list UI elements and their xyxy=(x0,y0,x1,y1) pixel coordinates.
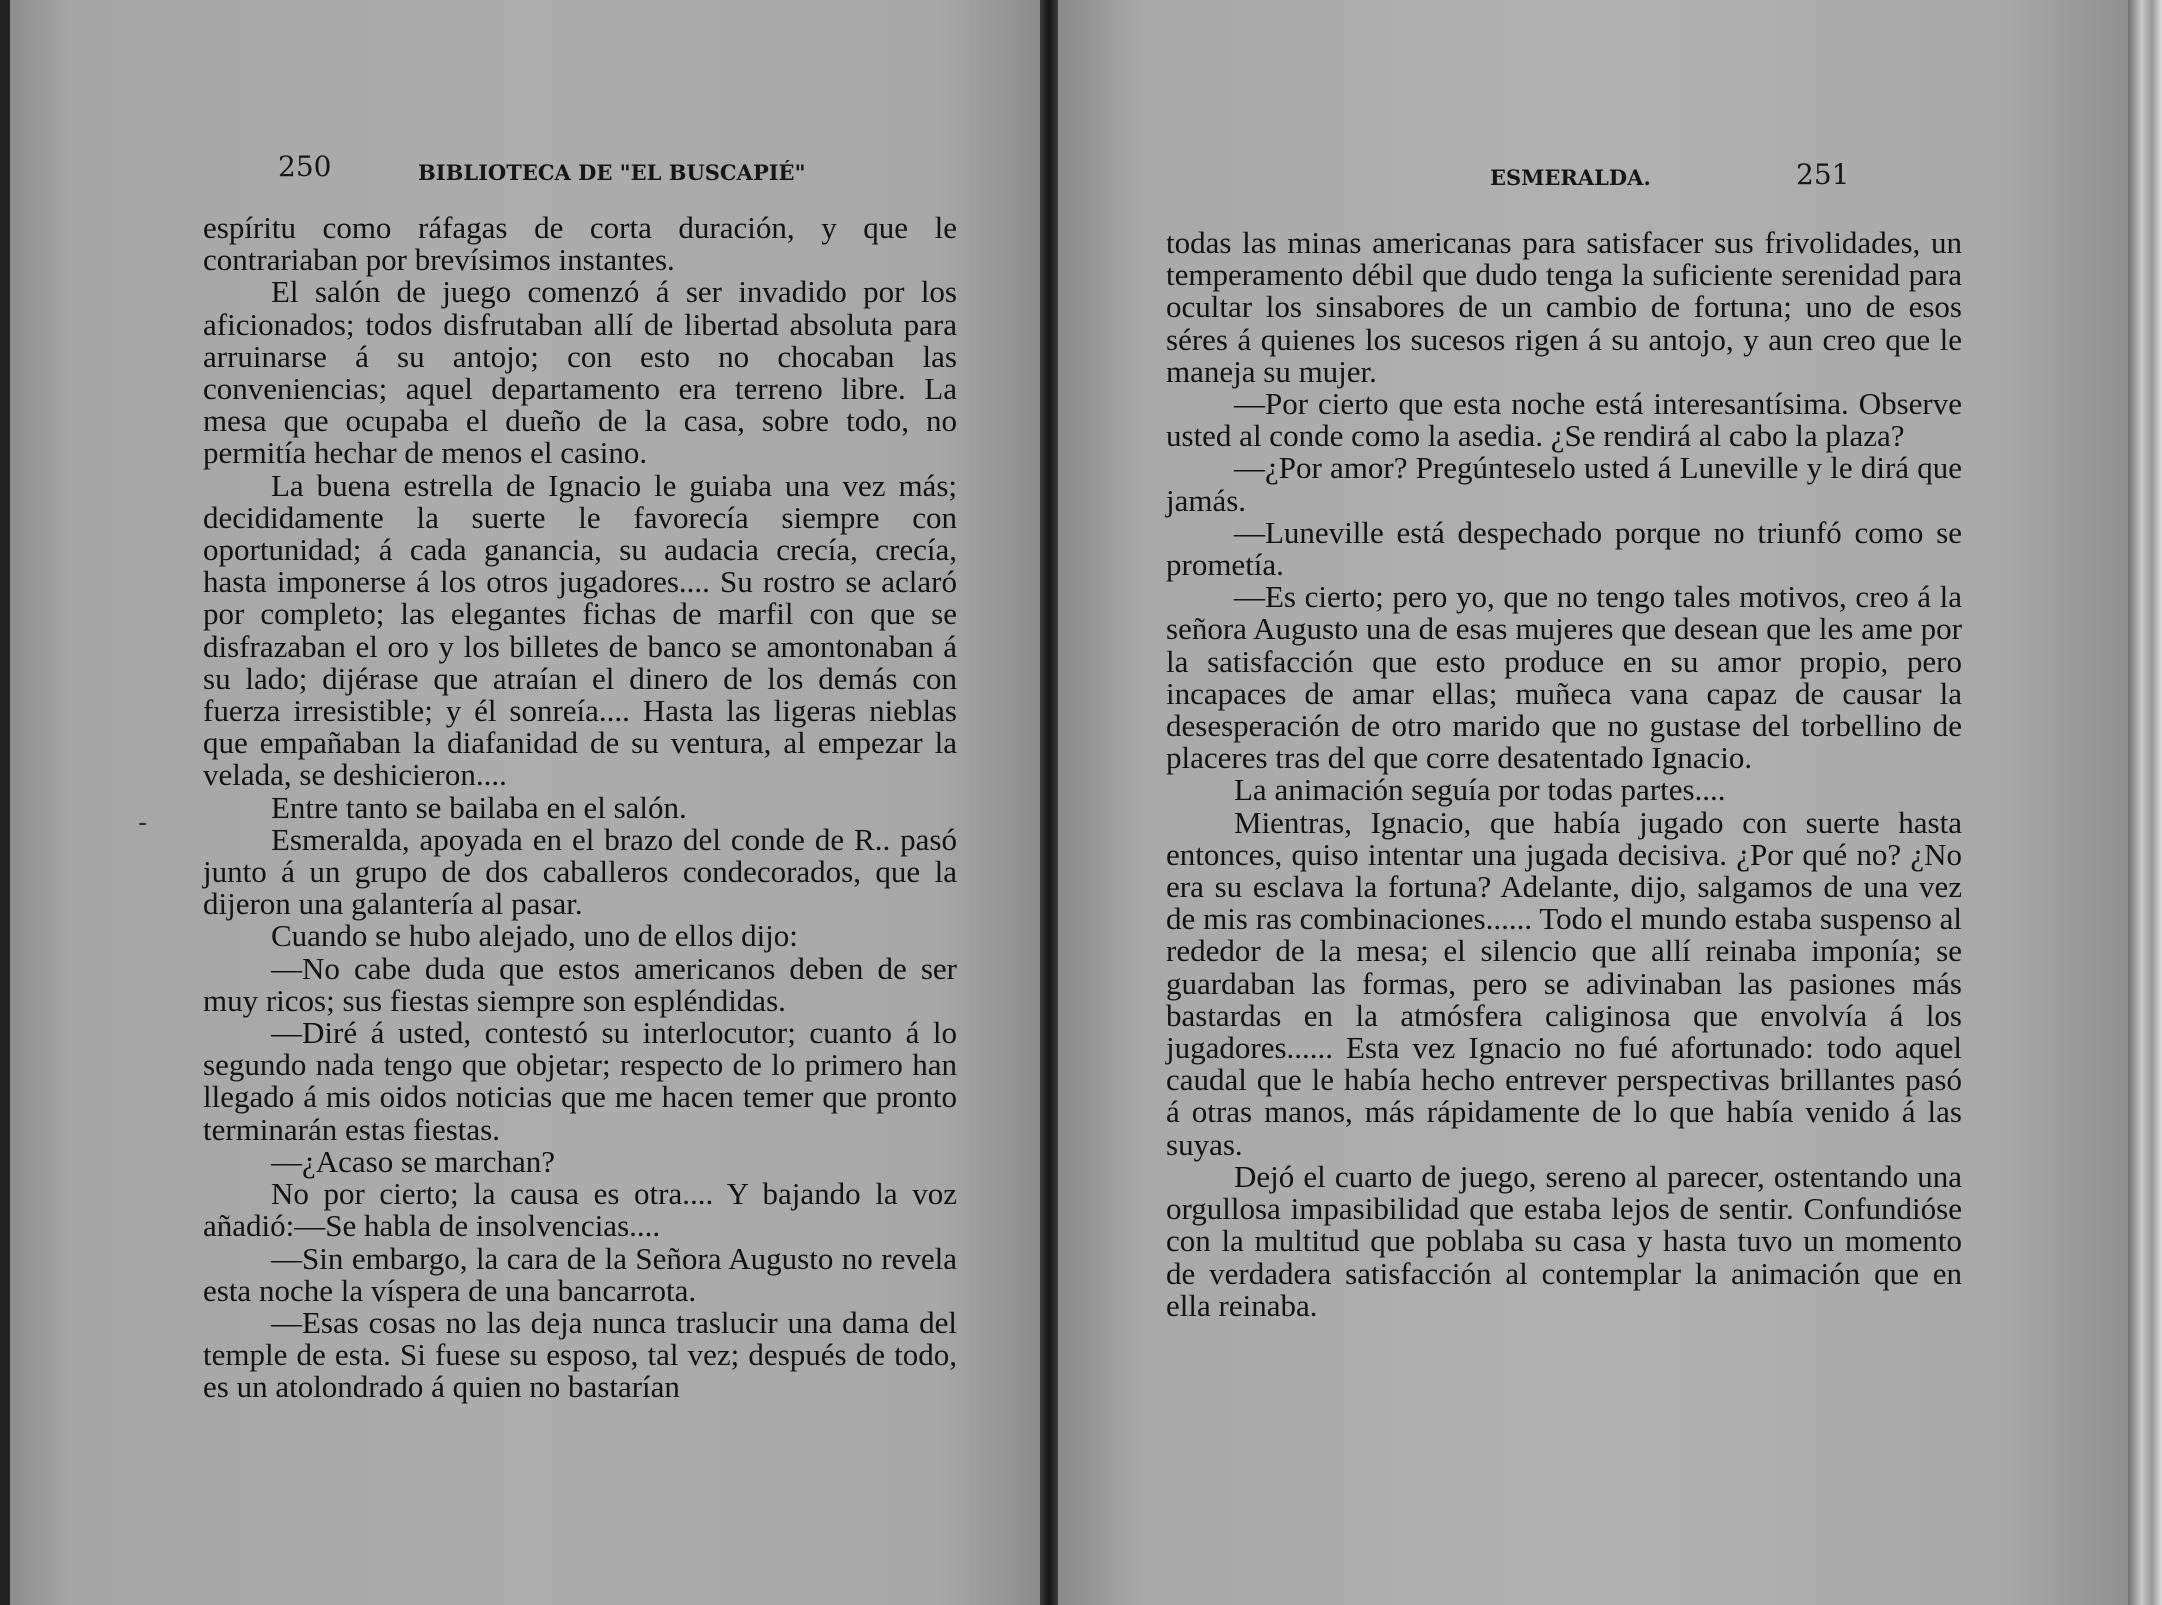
paragraph: espíritu como ráfagas de corta duración, y que le contrariaban por brevísimos instantes. xyxy=(203,210,957,278)
paragraph: Dejó el cuarto de juego, sereno al parecer, ostentando una orgullosa impasibilidad que estaba lejos de sentir. Confundióse con la multitud que poblaba su casa y hasta tuvo un momento de verdadera satisfacción al contemplar la animación que en ella reinaba. xyxy=(1166,1158,1962,1323)
left-running-head: BIBLIOTECA DE "EL BUSCAPIÉ" xyxy=(418,160,806,185)
right-page xyxy=(1058,0,2128,1605)
left-page-number: 250 xyxy=(278,150,332,183)
left-page xyxy=(10,0,1040,1605)
paragraph: —Luneville está despechado porque no triunfó como se prometía. xyxy=(1166,514,1962,583)
paragraph: —Por cierto que esta noche está interesantísima. Observe usted al conde como la asedia. ¿Se rendirá al cabo la plaza? xyxy=(1166,386,1962,454)
paragraph: Cuando se hubo alejado, uno de ellos dijo: xyxy=(271,918,798,954)
paragraph: todas las minas americanas para satisfacer sus frivolidades, un temperamento débil que dudo tenga la suficiente serenidad para ocultar los sinsabores de un cambio de fortuna; uno de esos séres á quienes los sucesos rigen á su antojo, y aun creo que le maneja su mujer. xyxy=(1166,225,1962,389)
book-gutter xyxy=(1040,0,1058,1605)
paragraph: —Diré á usted, contestó su interlocutor; cuanto á lo segundo nada tengo que objetar; respecto de lo primero han llegado á mis oidos noticias que me hacen temer que pronto terminarán estas fiestas. xyxy=(203,1015,957,1147)
paragraph: La animación seguía por todas partes.... xyxy=(1234,772,1726,808)
paragraph: —¿Acaso se marchan? xyxy=(271,1143,556,1179)
paragraph: Esmeralda, apoyada en el brazo del conde de R.. pasó junto á un grupo de dos caballeros condecorados, que la dijeron una galantería al pasar. xyxy=(203,821,957,922)
paragraph: —No cabe duda que estos americanos deben de ser muy ricos; sus fiestas siempre son espléndidas. xyxy=(203,950,957,1018)
paragraph: —Es cierto; pero yo, que no tengo tales motivos, creo á la señora Augusto una de esas mujeres que desean que les ame por la satisfacción que esto produce en su amor propio, pero incapaces de amar ellas; muñeca vana capaz de causar la desesperación de otro marido que no gustase del torbellino de placeres tras del que corre desatentado Ignacio. xyxy=(1166,579,1962,776)
paragraph: Mientras, Ignacio, que había jugado con suerte hasta entonces, quiso intentar una jugada decisiva. ¿Por qué no? ¿No era su esclava la fortuna? Adelante, dijo, salgamos de una vez de mis ras combinaciones...... Todo el mundo estaba suspenso al rededor de la mesa; el silencio que allí reinaba imponía; se guardaban las formas, pero se adivinaban las pasiones más bastardas en la atmósfera caliginosa que envolvía á los jugadores...... Esta vez Ignacio no fué afortunado: todo aquel caudal que le había hecho entrever perspectivas brillantes pasó á otras manos, más rápidamente de lo que había venido á las suyas. xyxy=(1166,804,1962,1162)
paragraph: No por cierto; la causa es otra.... Y bajando la voz añadió:—Se habla de insolvencias.... xyxy=(203,1176,957,1244)
right-page-text xyxy=(1166,227,1962,1322)
paragraph: —¿Por amor? Pregúnteselo usted á Luneville y le dirá que jamás. xyxy=(1166,450,1962,518)
paragraph: —Sin embargo, la cara de la Señora Augusto no revela esta noche la víspera de una bancarrota. xyxy=(203,1240,957,1308)
page-edge-strip xyxy=(2128,0,2162,1605)
paragraph: Entre tanto se bailaba en el salón. xyxy=(271,789,687,825)
right-running-head: ESMERALDA. xyxy=(1490,165,1651,190)
margin-dash-mark: - xyxy=(138,808,148,838)
left-page-text xyxy=(203,212,957,1404)
right-page-number: 251 xyxy=(1796,158,1850,191)
paragraph: El salón de juego comenzó á ser invadido por los aficionados; todos disfrutaban allí de libertad absoluta para arruinarse á su antojo; con esto no chocaban las conveniencias; aquel departamento era terreno libre. La mesa que ocupaba el dueño de la casa, sobre todo, no permitía hechar de menos el casino. xyxy=(203,274,957,471)
paragraph: —Esas cosas no las deja nunca traslucir una dama del temple de esta. Si fuese su esposo, tal vez; después de todo, es un atolondrado á quien no bastarían xyxy=(203,1304,957,1405)
paragraph: La buena estrella de Ignacio le guiaba una vez más; decididamente la suerte le favorecía siempre con oportunidad; á cada ganancia, su audacia crecía, crecía, hasta imponerse á los otros jugadores.... Su rostro se aclaró por completo; las elegantes fichas de marfil con que se disfrazaban el oro y los billetes de banco se amontonaban á su lado; dijérase que atraían el dinero de los demás con fuerza irresistible; y él sonreía.... Hasta las ligeras nieblas que empañaban la diafanidad de su ventura, al empezar la velada, se deshicieron.... xyxy=(203,467,957,793)
